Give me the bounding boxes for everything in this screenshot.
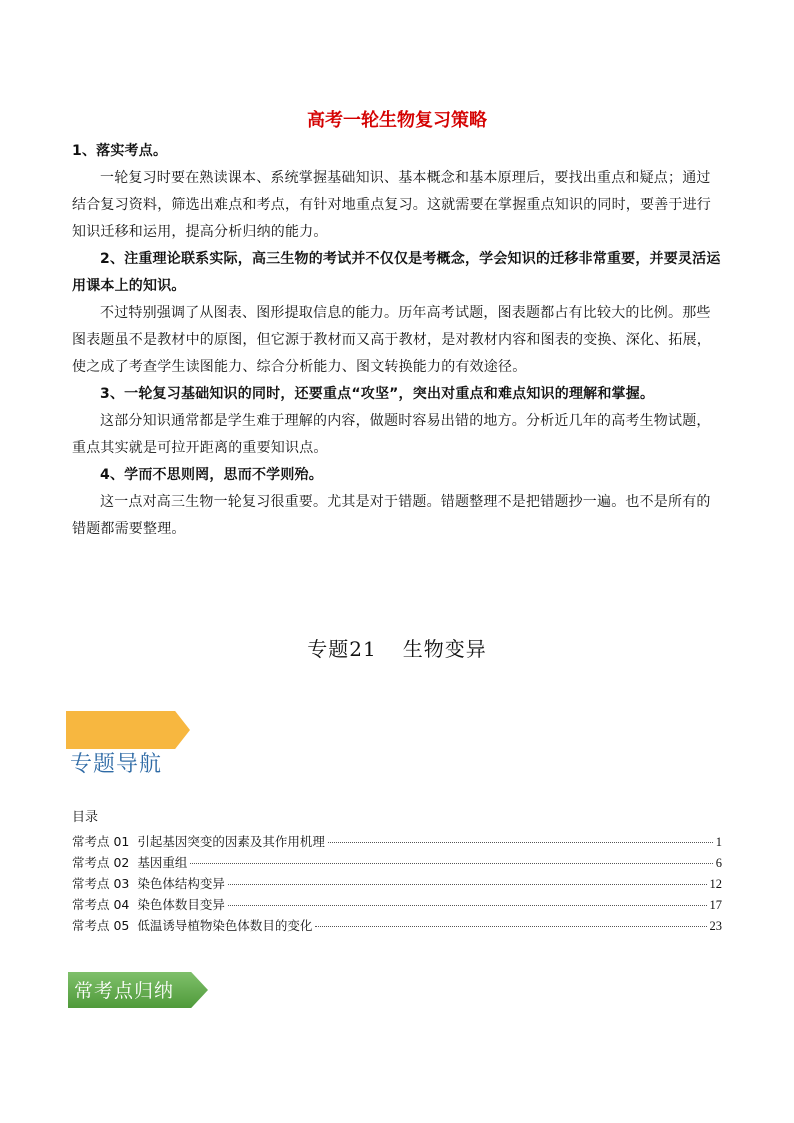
common-points-label: 常考点归纳: [74, 980, 175, 1002]
toc-page-number: 17: [709, 898, 722, 912]
toc-page-number: 6: [715, 856, 722, 870]
toc-item-label: 常考点 02 基因重组: [72, 855, 188, 870]
toc-item-label: 常考点 05 低温诱导植物染色体数目的变化: [72, 918, 313, 933]
common-points-banner: [68, 972, 208, 1008]
toc-item-label: 常考点 04 染色体数目变异: [72, 897, 225, 912]
strategy-4-body: 这一点对高三生物一轮复习很重要。尤其是对于错题。错题整理不是把错题抄一遍。也不是所有的错题都需要整理。: [72, 494, 711, 537]
table-of-contents: [72, 832, 722, 937]
toc-leader-dots: [328, 842, 713, 843]
toc-leader-dots: [228, 884, 707, 885]
toc-page-number: 12: [709, 877, 722, 891]
arrow-tab-shape: [66, 711, 190, 749]
toc-leader-dots: [315, 926, 706, 927]
toc-page-number: 23: [709, 919, 722, 933]
strategy-2-body: 不过特别强调了从图表、图形提取信息的能力。历年高考试题，图表题都占有比较大的比例。那些图表题虽不是教材中的原图，但它源于教材而又高于教材，是对教材内容和图表的变换、深化、拓展，使之成了考查学生读图能力、综合分析能力、图文转换能力的有效途径。: [72, 305, 711, 375]
topic-navigation-banner: [66, 711, 206, 781]
subject-number: 专题21: [307, 637, 377, 661]
document-title: 高考一轮生物复习策略: [307, 110, 487, 131]
subject-title: [0, 633, 794, 662]
toc-item[interactable]: [72, 874, 722, 895]
strategy-2-heading: 2、注重理论联系实际，高三生物的考试并不仅仅是考概念，学会知识的迁移非常重要，并要灵活运用课本上的知识。: [72, 251, 721, 294]
toc-leader-dots: [228, 905, 707, 906]
toc-heading: 目录: [72, 810, 99, 825]
topic-navigation-label: 专题导航: [70, 752, 163, 777]
strategy-1-heading: 1、落实考点。: [72, 143, 168, 159]
toc-item[interactable]: [72, 832, 722, 853]
toc-page-number: 1: [715, 835, 722, 849]
toc-item-label: 常考点 03 染色体结构变异: [72, 876, 225, 891]
toc-item-label: 常考点 01 引起基因突变的因素及其作用机理: [72, 834, 325, 849]
subject-name: 生物变异: [402, 637, 487, 661]
strategy-3-heading: 3、一轮复习基础知识的同时，还要重点“攻坚”，突出对重点和难点知识的理解和掌握。: [100, 386, 655, 402]
toc-leader-dots: [190, 863, 712, 864]
strategy-4-heading: 4、学而不思则罔，思而不学则殆。: [100, 467, 323, 483]
toc-item[interactable]: [72, 853, 722, 874]
toc-item[interactable]: [72, 916, 722, 937]
toc-item[interactable]: [72, 895, 722, 916]
strategy-3-body: 这部分知识通常都是学生难于理解的内容，做题时容易出错的地方。分析近几年的高考生物试题，重点其实就是可拉开距离的重要知识点。: [72, 413, 711, 456]
strategy-1-body: 一轮复习时要在熟读课本、系统掌握基础知识、基本概念和基本原理后，要找出重点和疑点；通过结合复习资料，筛选出难点和考点，有针对地重点复习。这就需要在掌握重点知识的同时，要善于进行知识迁移和运用，提高分析归纳的能力。: [72, 170, 711, 240]
